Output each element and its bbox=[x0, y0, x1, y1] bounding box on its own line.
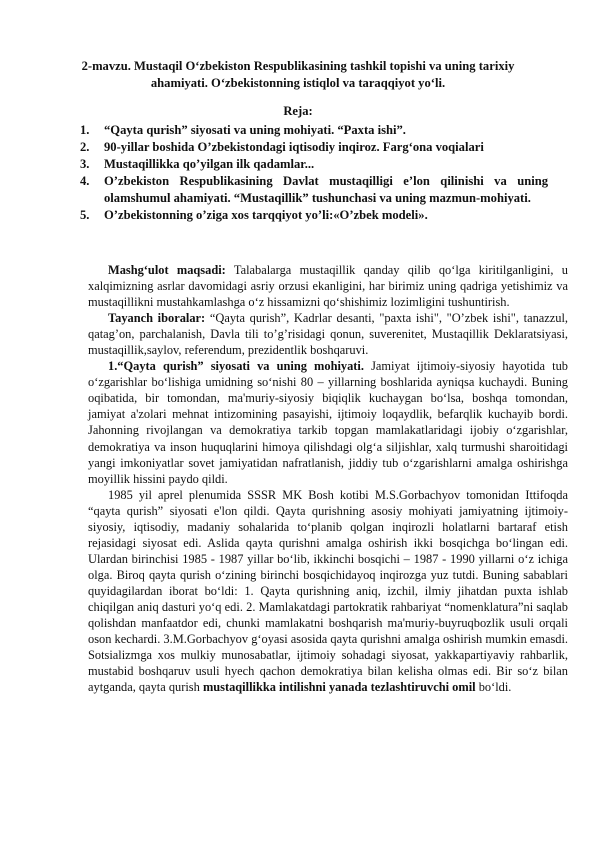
plan-item bbox=[80, 207, 548, 224]
document-body bbox=[88, 262, 568, 695]
plan-item bbox=[80, 173, 548, 207]
plan-item-text: O’zbekistonning o’ziga xos tarqqiyot yo’li:«O’zbek modeli». bbox=[104, 208, 428, 222]
section1-heading: 1.“Qayta qurish” siyosati va uning mohiyati. bbox=[108, 359, 364, 374]
plan-item-text: Mustaqillikka qo’yilgan ilk qadamlar... bbox=[104, 157, 315, 171]
topic-title-text: . Mustaqil O‘zbekiston Respublikasining tashkil topishi va uning tarixiy ahamiyati. O‘zbekistonning istiqlol va taraqqiyot yo‘li. bbox=[127, 59, 515, 90]
topic-number: 2-mavzu bbox=[81, 59, 128, 73]
plan-item bbox=[80, 122, 548, 139]
plan-item-number: 2. bbox=[80, 140, 90, 154]
goal-label: Mashg‘ulot maqsadi: bbox=[108, 263, 226, 277]
plan-item bbox=[80, 139, 548, 156]
plan-item-number: 3. bbox=[80, 157, 90, 171]
topic-title bbox=[60, 58, 536, 92]
plan-item-text: O’zbekiston Respublikasining Davlat mustaqilligi e’lon qilinishi va uning olamshumul ahamiyati. “Mustaqillik” tushunchasi va uning mazmun-mohiyati. bbox=[104, 174, 548, 205]
plan-item-text: 90-yillar boshida O’zbekistondagi iqtisodiy inqiroz. Farg‘ona voqialari bbox=[104, 140, 484, 154]
keywords-paragraph bbox=[88, 310, 568, 358]
goal-text: Talabalarga mustaqillik qanday qilib qo‘lga kiritilganligini, u xalqimizning asrlar davomidagi asriy orzusi ekanligini, har birimiz uning qadriga yetishimiz va mustaqillikni mustahkamlashga o‘z hissamizni qo‘shishimiz lozimligini tushuntirish. bbox=[88, 263, 568, 310]
paragraph-2-text: 1985 yil aprel plenumida SSSR MK Bosh kotibi M.S.Gorbachyov tomonidan Ittifoqda “qayta qurish” siyosati e'lon qildi. Qayta qurishning asosiy mohiyati jamiyatning ijtimoiy-siyosiy, iqtisodiy, madaniy sohalarida to‘planib qolgan inqirozli holatlarni bartaraf etish rejasidagi siyosat edi. Aslida qayta qurishni amalga oshirish ikki bosqichga bo‘lingan edi. Ulardan birinchisi 1985 - 1987 yillar bo‘lib, ikkinchi bosqichi – 1987 - 1990 yillarni o‘z ichiga olga. Biroq qayta qurish o‘zining birinchi bosqichidayoq inqirozga yuz tutdi. Buning sabablari quyidagilardan iborat bo‘ldi: 1. Qayta qurishning aniq, izchil, ilmiy jihatdan puxta ishlab chiqilgan aniq dasturi yo‘q edi. 2. Mamlakatdagi partokratik rahbariyat “nomenklatura”ni saqlab qolishdan manfaatdor edi, chunki mamlakatni boshqarish ma'muriy-buyruqbozlik usuli orqali oson kechardi. 3.M.Gorbachyov g‘oyasi asosida qayta qurishni amalga oshirish mumkin emasdi. Sotsializmga xos mulkiy munosabatlar, ijtimoiy sohadagi siyosat, yakkapartiyaviy rahbarlik, mustabid boshqaruv usuli hyech qachon demokratiya bilan kelisha olmas edi. Bir so‘z bilan aytganda, qayta qurish bbox=[88, 487, 568, 695]
goal-paragraph bbox=[88, 262, 568, 310]
plan-item-text: “Qayta qurish” siyosati va uning mohiyati. “Paxta ishi”. bbox=[104, 123, 406, 137]
keywords-text: “Qayta qurish”, Kadrlar desanti, "paxta ishi", "O’zbek ishi", tanazzul, qatag’on, parchalanish, Davla tili to’g’risidagi qonun, suverenitet, Mustaqillik Deklaratsiyasi, mustaqillik,saylov, referendum, prezidentlik boshqaruvi. bbox=[88, 311, 568, 358]
plan-item-number: 5. bbox=[80, 208, 90, 222]
plan-list bbox=[80, 122, 548, 224]
paragraph-2 bbox=[88, 487, 568, 696]
section1-text: Jamiyat ijtimoiy-siyosiy hayotida tub o‘zgarishlar bo‘lishiga umidning so‘nishi 80 – yillarning boshlarida ayniqsa kuchaydi. Buning oqibatida, bir tomondan, ma'muriy-siyosiy biqiqlik kuchaygan bo‘lsa, boshqa tomondan, jamiyat a'zolari mehnat intizomining pasayishi, ijtimoiy loqaydlik, befarqlik kuchayib bordi. Jahonning rivojlangan va demokratiya tarkib topgan mamlakatlaridagi ijobiy o‘zgarishlar, demokratiya va inson huquqlarini himoya qilishdagi olg‘a siljishlar, xalq turmushi sharoitidagi yangi imkoniyatlar sovet jamiyatidan nafratlanish, jiddiy tub o‘zgarishlarni amalga oshirishga moyillik hissini paydo qildi. bbox=[88, 359, 568, 486]
section1-paragraph bbox=[88, 358, 568, 486]
plan-heading: Reja: bbox=[283, 104, 313, 118]
plan-item-number: 1. bbox=[80, 123, 90, 137]
paragraph-2-bold: mustaqillikka intilishni yanada tezlashtiruvchi omil bbox=[202, 680, 476, 695]
plan-item-number: 4. bbox=[80, 174, 90, 188]
paragraph-2-end: bo‘ldi. bbox=[475, 680, 512, 695]
plan-item bbox=[80, 156, 548, 173]
keywords-label: Tayanch iboralar: bbox=[108, 311, 206, 326]
